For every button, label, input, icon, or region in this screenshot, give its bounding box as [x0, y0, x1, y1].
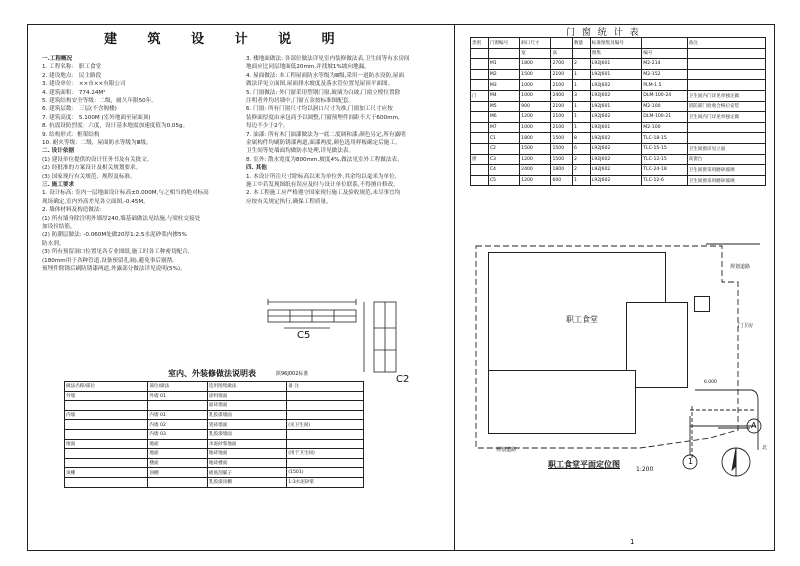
design-notes-title: 建 筑 设 计 说 明 [104, 32, 348, 47]
door-window-cell: DLM-100-21 [642, 112, 687, 123]
finish-cell [65, 449, 148, 459]
finish-cell: (用于卫生间) [287, 449, 364, 459]
finish-table-row [65, 449, 364, 459]
finish-cell: 地面 [65, 439, 148, 449]
note-line: 3. 楼地面做法: 各部位做法详见室内装修做法表,卫生间等有水房间 [246, 56, 410, 62]
door-window-header-cell: 高 [551, 48, 573, 59]
note-line: 10. 耐火等级：二级，屋面防水等级为Ⅲ级。 [42, 140, 152, 146]
axis-1-label: 1 [688, 457, 694, 466]
door-window-cell: L92J602 [590, 112, 641, 123]
site-dimension: 6.000 [704, 380, 717, 385]
door-window-cell: C1 [488, 133, 519, 144]
door-window-cell: L92J602 [590, 133, 641, 144]
finish-table-row [65, 391, 364, 401]
door-window-cell: L92J602 [590, 154, 641, 165]
finish-table [64, 381, 364, 488]
door-window-row [471, 175, 766, 186]
note-line: 2. 墙体材料及构造做法: [42, 207, 102, 214]
finish-cell: 板底刮腻子 [207, 468, 286, 478]
finish-cell: 地面 [148, 439, 208, 449]
note-line: 二. 设计依据 [42, 148, 75, 155]
note-line: (1) 所有墙身除注明外墙厚240,墙基础做法见结施,与梁柱交接处 [42, 215, 201, 222]
finish-cell [287, 439, 364, 449]
door-window-row [471, 80, 766, 91]
gate-house [694, 296, 710, 312]
note-line: 做法详见立面图,屋面排水坡度及落水管位置见屋顶平面图。 [246, 81, 394, 88]
sheet-divider [454, 25, 455, 550]
note-line: 应按有关规定执行,确保工程质量。 [246, 198, 332, 205]
finish-cell: 地面 [148, 449, 208, 459]
door-window-header-cell: 标准图集及编号 [590, 38, 641, 49]
site-plan-scale: 1:200 [636, 466, 654, 473]
note-line: 6. 门窗: 所有门窗尺寸均以洞口尺寸为准,门窗加工尺寸应按 [246, 106, 393, 113]
site-building-label: 职工食堂 [566, 315, 598, 324]
finish-cell: 外墙 01 [148, 391, 208, 401]
finish-cell [287, 410, 364, 420]
note-line: 注明者外均居墙中,门窗五金按标准图配套。 [246, 98, 355, 104]
finish-table-title: 室内、外装修做法说明表 [168, 369, 256, 378]
door-window-row [471, 133, 766, 144]
door-window-header-cell: 洞口尺寸 [520, 38, 551, 49]
note-line: (1) 建设单位提供的设计任务书及有关批文。 [42, 156, 153, 163]
note-line: 7. 建筑高度： 5.100M (室外地面至屋面顶) [42, 114, 151, 121]
finish-cell: 内墙 02 [148, 420, 208, 430]
door-window-cell: L92J601 [590, 59, 641, 70]
door-window-cell: TLC-24-18 [642, 165, 687, 176]
door-window-cell: 2400 [520, 165, 551, 176]
door-window-cell: 2700 [551, 59, 573, 70]
door-window-cell: L92J602 [590, 175, 641, 186]
door-window-cell: 2400 [551, 90, 573, 101]
door-window-cell: 1500 [551, 133, 573, 144]
door-window-cell: C5 [488, 175, 519, 186]
door-window-cell [687, 133, 765, 144]
door-window-cell: 1200 [520, 175, 551, 186]
note-line: (180mm用于各种管道,设备预留孔洞),避免事后剔凿, [42, 257, 174, 264]
note-line: (2) 防潮层做法: -0.060M处做20厚1:2.5水泥砂浆内掺5% [42, 232, 187, 239]
door-window-cell: 900 [520, 101, 551, 112]
door-window-cell: L92J601 [590, 101, 641, 112]
door-window-cell: 2 [572, 154, 590, 165]
door-window-cell: TLC-18-15 [642, 133, 687, 144]
door-window-cell: 600 [551, 175, 573, 186]
door-window-cell [471, 175, 489, 186]
note-line: (3) 国家现行有关规范、规程及标准。 [42, 173, 136, 180]
finish-cell: 地砖楼面 [207, 458, 286, 468]
note-line: 9. 结构形式：框架结构 [42, 131, 100, 138]
door-window-cell: 1500 [551, 154, 573, 165]
door-window-cell: M7 [488, 122, 519, 133]
finish-header-cell: 选用图集做法 [207, 382, 286, 392]
door-window-cell: M4 [488, 90, 519, 101]
door-window-cell: M5 [488, 101, 519, 112]
door-window-cell [471, 69, 489, 80]
finish-cell: 1:3水泥砂浆 [287, 477, 364, 487]
door-window-cell: 1200 [520, 154, 551, 165]
door-window-cell [687, 122, 765, 133]
door-window-header-cell [488, 48, 519, 59]
note-line: 8. 室外: 散水宽度为800mm,坡度4%,做法见室外工程做法表。 [246, 156, 403, 163]
note-line: 预埋件除锈后刷防锈漆两道,外露部分做法详见说明(5%)。 [42, 266, 186, 272]
door-window-header-row [471, 38, 766, 49]
door-window-cell: PLM-1.5 [642, 80, 687, 91]
door-window-cell: M2 [488, 69, 519, 80]
note-line: 1. 本设计所注尺寸除标高以米为单位外,其余均以毫米为单位, [246, 173, 397, 180]
door-window-cell: C2 [488, 143, 519, 154]
note-line: 现场确定,室内外高差见各立面图,-0.45M。 [42, 198, 149, 205]
door-window-row [471, 122, 766, 133]
door-window-cell: 1000 [520, 122, 551, 133]
door-window-cell [687, 59, 765, 70]
finish-cell [65, 477, 148, 487]
door-window-cell: 8 [572, 133, 590, 144]
door-window-cell: L92J602 [590, 165, 641, 176]
finish-table-row [65, 477, 364, 487]
door-window-cell: 1800 [551, 165, 573, 176]
finish-table-row [65, 439, 364, 449]
door-window-cell: 2 [572, 59, 590, 70]
note-line: 8. 抗震设防烈度：六度，设计基本地震加速度值为0.05g。 [42, 123, 189, 130]
door-window-cell: M2-152 [642, 69, 687, 80]
door-window-cell: 1 [572, 101, 590, 112]
note-line: 5. 门窗做法: 外门窗采用塑钢门窗,玻璃为白玻,门窗立樘位置除 [246, 89, 401, 96]
finish-cell: 地砖地面 [207, 449, 286, 459]
finish-cell: 乳胶漆墙面 [207, 429, 286, 439]
door-window-header-cell: 类别 [471, 38, 489, 49]
door-window-cell: M6 [488, 112, 519, 123]
finish-cell: 顶棚 [148, 468, 208, 478]
door-window-cell: TLC-12-6 [642, 175, 687, 186]
door-window-cell: DLM-100-24 [642, 90, 687, 101]
finish-cell [287, 401, 364, 411]
note-line: 5. 建筑结构安全等级：二级，耐久年限50年。 [42, 98, 157, 104]
finish-header-cell: 做法名称/部位 [65, 382, 148, 392]
door-window-cell: 2100 [551, 101, 573, 112]
door-window-header-cell: 图集 [590, 48, 641, 59]
finish-cell: 乳胶漆顶棚 [207, 477, 286, 487]
finish-cell: 面砖墙面 [207, 401, 286, 411]
finish-cell: 乳胶漆墙面 [207, 410, 286, 420]
axis-a-label: A [751, 421, 757, 430]
door-window-cell: 1 [572, 80, 590, 91]
door-window-cell: 消防部门验收合格后安装 [687, 101, 765, 112]
door-window-table [470, 37, 766, 186]
axis-markers [676, 414, 776, 482]
door-window-cell: L92J602 [590, 143, 641, 154]
note-line: 3. 建设单位： ××市××有限公司 [42, 81, 126, 88]
door-window-cell: 1200 [520, 112, 551, 123]
door-window-cell: 卫生间窗采用磨砂玻璃 [687, 165, 765, 176]
finish-cell [148, 401, 208, 411]
door-window-cell: 1 [572, 175, 590, 186]
door-window-cell [687, 80, 765, 91]
note-line: 加设拉结筋。 [42, 224, 76, 230]
door-window-row [471, 59, 766, 70]
finish-table-row [65, 420, 364, 430]
note-line: 卫生间等处墙面均做防水处理,详见做法表。 [246, 148, 355, 155]
door-window-cell: 1 [572, 112, 590, 123]
finish-table-row [65, 468, 364, 478]
note-line: 施工中若发现图纸有误应及时与设计单位联系,不得擅自修改。 [246, 182, 399, 188]
door-window-cell: 卫生间窗详见立面 [687, 143, 765, 154]
door-window-cell: 窗 [471, 154, 489, 165]
note-line: 金属构件均刷防锈漆两道,面漆两度,颜色选用样板确定后施工。 [246, 140, 401, 146]
door-window-cell: TLC-12-15 [642, 154, 687, 165]
door-window-cell: M3 [488, 80, 519, 91]
door-window-cell: L92J602 [590, 90, 641, 101]
door-window-cell: 6 [572, 143, 590, 154]
finish-cell: 内墙 [65, 410, 148, 420]
door-window-cell: 门 [471, 90, 489, 101]
door-window-row [471, 112, 766, 123]
note-line: 7. 油漆: 所有木门油漆做法为一底二度调和漆,颜色另定,所有露明 [246, 131, 406, 138]
door-window-cell: C3 [488, 154, 519, 165]
finish-cell: 瓷砖墙面 [207, 420, 286, 430]
note-line: 2. 建设地点： 民主路段 [42, 72, 102, 79]
finish-header-cell: 部位/做法 [148, 382, 208, 392]
door-window-cell: L92J601 [590, 69, 641, 80]
door-window-cell: L92J602 [590, 80, 641, 91]
door-window-cell: 1 [572, 122, 590, 133]
door-window-row [471, 143, 766, 154]
door-window-header-cell [642, 38, 687, 49]
finish-cell: 楼面 [148, 458, 208, 468]
note-line: 4. 屋面做法: 本工程屋面防水等级为Ⅲ级,采用一道防水设防,屋面 [246, 72, 405, 79]
door-window-header-cell [572, 48, 590, 59]
door-window-cell: 1500 [520, 143, 551, 154]
door-window-cell [471, 59, 489, 70]
door-window-cell: 1500 [520, 69, 551, 80]
note-line: 防水剂。 [42, 240, 65, 247]
finish-cell: 内墙 03 [148, 429, 208, 439]
door-window-header-cell: 备注 [687, 38, 765, 49]
note-line: 四. 其他 [246, 165, 267, 172]
door-window-table-title: 门 窗 统 计 表 [566, 28, 641, 38]
building-annex [488, 370, 636, 434]
door-window-cell: 1000 [520, 90, 551, 101]
note-line: 一.工程概况 [42, 56, 73, 62]
detail-c5-label: C5 [297, 330, 311, 341]
door-window-cell: C4 [488, 165, 519, 176]
door-window-cell: 1800 [520, 59, 551, 70]
door-window-cell [471, 101, 489, 112]
door-window-cell: 1000 [520, 80, 551, 91]
door-window-cell: 2100 [551, 122, 573, 133]
door-window-cell: 3 [572, 90, 590, 101]
door-window-cell: 2 [572, 165, 590, 176]
door-window-cell: 1800 [520, 133, 551, 144]
finish-cell [287, 391, 364, 401]
note-line: 2. 本工程施工应严格遵守国家现行施工及验收规范,未尽事宜均 [246, 190, 401, 197]
door-window-cell: 2100 [551, 80, 573, 91]
site-road-label-top: 规划道路 [730, 264, 751, 270]
finish-table-row [65, 401, 364, 411]
door-window-cell [687, 69, 765, 80]
door-window-row [471, 90, 766, 101]
note-line: (2) 经批准的方案设计及相关规划要求。 [42, 165, 142, 172]
note-line: 4. 建筑面积： 774.24M² [42, 89, 106, 96]
door-window-header-cell [687, 48, 765, 59]
door-window-row [471, 101, 766, 112]
door-window-header-row [471, 48, 766, 59]
door-window-header-cell: 门窗编号 [488, 38, 519, 49]
note-line: 地面应比同层地面低20mm,并找坡1%坡向地漏。 [246, 64, 370, 71]
door-window-cell: M2-214 [642, 59, 687, 70]
door-window-cell [471, 112, 489, 123]
finish-cell [65, 401, 148, 411]
finish-cell [65, 458, 148, 468]
door-window-row [471, 69, 766, 80]
finish-cell: 内墙 01 [148, 410, 208, 420]
door-window-cell [471, 122, 489, 133]
door-window-row [471, 165, 766, 176]
finish-cell [287, 458, 364, 468]
site-road-label-bottom: 规划道路 [496, 447, 517, 453]
finish-table-subtitle: 陕96J002标准 [276, 371, 309, 377]
door-window-cell [471, 133, 489, 144]
finish-cell [65, 420, 148, 430]
door-window-cell: L92J601 [590, 122, 641, 133]
site-gate-label: 门卫房 [738, 323, 754, 329]
door-window-cell: 2100 [551, 112, 573, 123]
door-window-cell: 卫生间内门详见单独定做 [687, 112, 765, 123]
finish-cell: 顶棚 [65, 468, 148, 478]
finish-cell: (1501) [287, 468, 364, 478]
note-line: 装修面厚度由承包商予以调整,门窗预埋件间距不大于600mm, [246, 114, 400, 121]
door-window-cell: M1 [488, 59, 519, 70]
door-window-header-cell: 编号 [642, 48, 687, 59]
note-line: 1. 设计标高: 室内一层地面设计标高±0.000M,与之相当的绝对标高 [42, 190, 209, 197]
page-number: 1 [630, 538, 635, 546]
door-window-header-cell [471, 48, 489, 59]
note-line: 每边不少于2个。 [246, 123, 289, 130]
finish-cell [148, 477, 208, 487]
door-window-cell: 2100 [551, 69, 573, 80]
door-window-cell [471, 165, 489, 176]
note-line: 6. 建筑层数： 三层(不含阁楼) [42, 106, 117, 113]
finish-cell: (见卫生间) [287, 420, 364, 430]
finish-cell [65, 429, 148, 439]
door-window-header-cell [551, 38, 573, 49]
door-window-cell: 1500 [551, 143, 573, 154]
finish-table-row [65, 410, 364, 420]
door-window-cell: TLC-15-15 [642, 143, 687, 154]
door-window-cell: 高窗台 [687, 154, 765, 165]
door-window-cell [471, 80, 489, 91]
door-window-cell: M2-100 [642, 122, 687, 133]
door-window-cell: 卫生间内门详见单独定做 [687, 90, 765, 101]
detail-c2-label: C2 [396, 374, 410, 385]
finish-table-row [65, 458, 364, 468]
note-line: 三. 施工要求 [42, 182, 75, 188]
north-label: 北 [762, 445, 768, 451]
door-window-cell: M2-100 [642, 101, 687, 112]
door-window-cell: 1 [572, 69, 590, 80]
door-window-cell: 卫生间窗采用磨砂玻璃 [687, 175, 765, 186]
finish-header-cell: 备 注 [287, 382, 364, 392]
finish-cell: 涂料墙面 [207, 391, 286, 401]
finish-table-row [65, 429, 364, 439]
finish-cell: 外墙 [65, 391, 148, 401]
note-line: 1. 工程名称： 职工食堂 [42, 64, 102, 71]
note-line: (3) 所有预留洞口位置见各专业图纸,施工时各工种密切配合, [42, 249, 190, 256]
door-window-header-cell: 数量 [572, 38, 590, 49]
door-window-header-cell: 宽 [520, 48, 551, 59]
finish-cell: 水泥砂浆地面 [207, 439, 286, 449]
door-window-row [471, 154, 766, 165]
door-window-cell [471, 143, 489, 154]
site-plan-title: 职工食堂平面定位图 [548, 460, 620, 469]
finish-cell [287, 429, 364, 439]
